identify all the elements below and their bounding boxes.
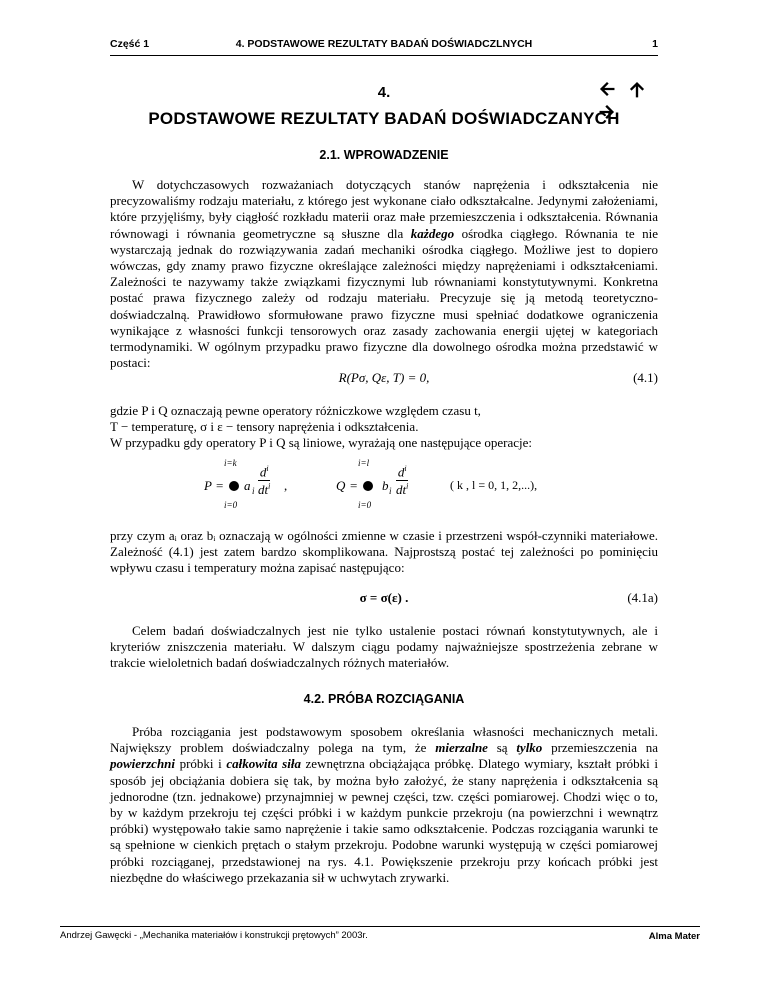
header-page-number: 1 <box>652 38 658 50</box>
emphasis-text: powierzchni <box>110 756 176 772</box>
arrow-left-icon <box>598 80 616 98</box>
footer-divider <box>60 926 700 927</box>
equation-4-1a-number: (4.1a) <box>627 590 658 605</box>
p-lower-limit: i=0 <box>224 500 238 510</box>
q-lower-limit: i=0 <box>358 500 372 510</box>
q-derivative: $d^i$ $dt^i$ <box>396 464 409 497</box>
footer-publisher: Alma Mater <box>648 931 700 942</box>
q-coefficient: b <box>382 478 389 493</box>
emphasis-text: mierzalne <box>435 740 488 756</box>
header-part-label: Część 1 <box>110 38 150 50</box>
coefficients-paragraph: przy czym aᵢ oraz bᵢ oznaczają w ogólności zmienne w czasie i przestrzeni współ-czynniki materiałowe. Zależność (4.1) jest zatem bardzo skomplikowana. Najprostszą postać tej zależności po pominięciu wpływu czasu i temperatury można zapisać następująco: <box>110 528 658 576</box>
emphasis-text: tylko <box>516 740 543 756</box>
p-coefficient: a <box>244 478 251 493</box>
nav-back-button[interactable] <box>594 80 620 103</box>
nav-up-button[interactable] <box>624 80 650 103</box>
definition-line: gdzie P i Q oznaczają pewne operatory różniczkowe względem czasu t, <box>110 403 481 418</box>
section-title-introduction: 2.1. WPROWADZENIE <box>319 148 449 162</box>
arrow-up-icon <box>628 80 646 98</box>
operator-definitions: P = i=k i=0 a i $d^i$ $dt^i$ , Q = i=l i=0 b i $d^i$ $dt^i$ ( k , l = 0, 1, 2,...), <box>204 458 538 510</box>
summation-symbol <box>229 481 239 491</box>
index-range: ( k , l = 0, 1, 2,...), <box>450 478 538 492</box>
definitions-block <box>110 403 658 452</box>
header-divider <box>110 55 658 56</box>
equation-4-1-number: (4.1) <box>633 370 658 385</box>
equation-4-1-formula: R(Pσ, Qε, T) = 0, <box>338 370 430 385</box>
header-chapter-title: 4. PODSTAWOWE REZULTATY BADAŃ DOŚWIADCZLNYCH <box>235 38 533 50</box>
chapter-title: PODSTAWOWE REZULTATY BADAŃ DOŚWIADCZANYCH <box>148 109 620 128</box>
section-title-tensile-test: 4.2. PRÓBA ROZCIĄGANIA <box>303 692 465 706</box>
q-upper-limit: i=l <box>358 458 370 468</box>
emphasis-text: każdego <box>410 225 455 241</box>
p-upper-limit: i=k <box>224 458 237 468</box>
chapter-number: 4. <box>377 84 391 101</box>
chapter-navigation <box>594 80 678 102</box>
equation-4-1a-formula: σ = σ(ε) . <box>359 590 409 605</box>
summation-symbol <box>363 481 373 491</box>
running-header <box>110 38 658 54</box>
goals-paragraph: Celem badań doświadczalnych jest nie tylko ustalenie postaci równań konstytutywnych, ale i kryteriów zniszczenia materiału. W dalszym ciągu podamy najważniejsze spostrzeżenia zebrane w trakcie wieloletnich badań doświadczalnych różnych materiałów. <box>110 623 658 671</box>
emphasis-text: całkowita siła <box>226 756 301 772</box>
definition-line: T − temperaturę, σ i ε − tensory naprężenia i odkształcenia. <box>110 419 419 435</box>
p-derivative: $d^i$ $dt^i$ <box>258 464 271 497</box>
intro-paragraph: W dotychczasowych rozważaniach dotyczących stanów naprężenia i odkształcenia nie precyzowaliśmy rodzaju materiału, z którego jest wykonane ciało odkształcalne. Jedynymi założeniami, które przyjęliśmy, były ciągłość rozkładu materii oraz małe przemieszczenia i odkształcenia. Równania równowagi i równania geometryczne są słuszne dla każdego ośrodka ciągłego. Równania te nie wystarczają jednak do rozwiązywania zadań mechaniki ośrodka ciągłego. Możliwe jest to dopiero wówczas, gdy znamy prawo fizyczne określające zależności między naprężeniami i odkształceniami. Zależności te nazywamy także związkami fizycznymi lub równaniami konstytutywnymi. Konkretna postać prawa fizycznego zależy od rodzaju materiału. Precyzuje się ją metodą teoretyczno-doświadczalną. Prawidłowo sformułowane prawo fizyczne musi spełniać dodatkowe ograniczenia wynikające z własności funkcji tensorowych oraz zasady zachowania energii ujętej w kategoriach termodynamiki. W ogólnym przypadku prawo fizyczne dla dowolnego ośrodka można przedstawić w postaci: <box>110 177 658 371</box>
definition-line: W przypadku gdy operatory P i Q są liniowe, wyrażają one następujące operacje: <box>110 435 532 451</box>
footer-citation: Andrzej Gawęcki - „Mechanika materiałów i konstrukcji prętowych” 2003r. <box>60 930 368 941</box>
tensile-test-paragraph: Próba rozciągania jest podstawowym sposobem określania własności mechanicznych metali. Największy problem doświadczalny polega na tym, że mierzalne są tylko przemieszczenia na powierzchni próbki i całkowita siła zewnętrzna obciążająca próbkę. Dlatego wymiary, kształt próbki i sposób jej obciążania dobiera się tak, by można było założyć, że stany naprężenia i odkształcenia są jednorodne (tzn. jednakowe) przynajmniej w pewnej części, tzw. części pomiarowej. Chodzi więc o to, by w każdym przekroju tej części próbki i w każdym punkcie przekroju (na powierzchni i wewnątrz próbki) występowało takie samo naprężenie i takie samo odkształcenie. Podczas rozciągania warunki te są spełnione w cienkich prętach o stałym przekroju. Podobne warunki występują w części pomiarowej próbki rozciąganej, przedstawionej na rys. 4.1. Powiększenie przekroju przy końcach próbki jest niezbędne do właściwego przekazania sił w uchwytach zrywarki. <box>110 724 658 885</box>
